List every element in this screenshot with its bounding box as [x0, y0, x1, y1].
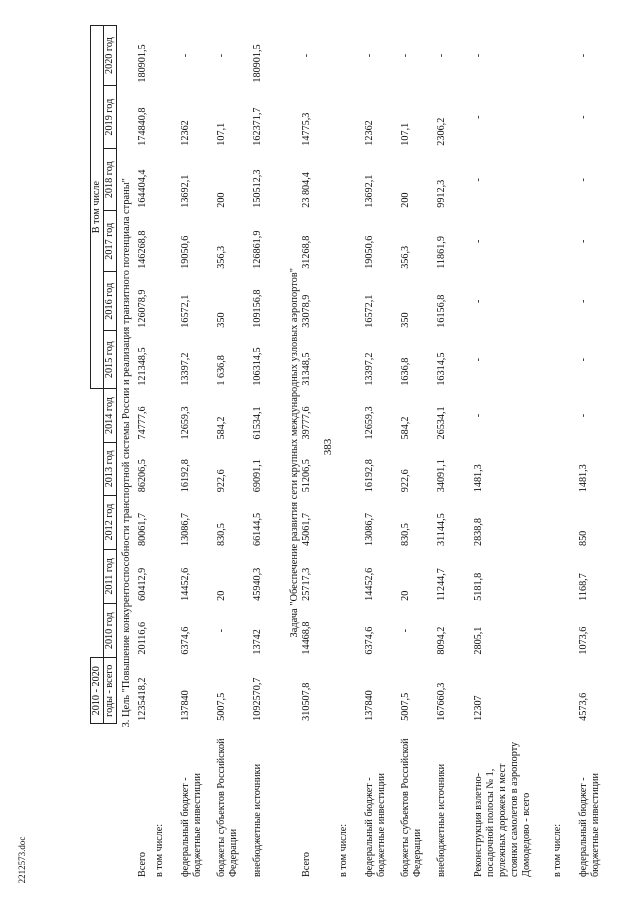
- goal-row: [121, 26, 133, 881]
- value-cell: 20: [216, 590, 227, 601]
- value-cell: [154, 26, 180, 86]
- table-row: [436, 26, 473, 881]
- value-cell: [338, 86, 364, 149]
- table-row: [216, 26, 252, 881]
- value-cell: -: [180, 53, 191, 58]
- value-cell: [552, 389, 578, 443]
- value-cell: [552, 604, 578, 658]
- value-cell: 1636,8: [400, 357, 411, 386]
- value-cell: 164404,4: [137, 169, 148, 208]
- value-cell: 20116,6: [137, 621, 148, 655]
- value-cell: [338, 331, 364, 389]
- value-cell: [552, 442, 578, 495]
- row-label: федеральный бюджет - бюджетные инвестиции: [180, 773, 203, 877]
- value-cell: 4573,6: [578, 692, 589, 721]
- value-cell: 14775,3: [301, 112, 312, 146]
- value-cell: 13742: [252, 629, 263, 655]
- value-cell: [154, 604, 180, 658]
- value-cell: 61534,1: [252, 406, 263, 440]
- value-cell: -: [578, 115, 589, 119]
- value-cell: 14452,6: [180, 567, 191, 601]
- value-cell: 51206,5: [301, 459, 312, 493]
- value-cell: 31348,5: [301, 352, 312, 386]
- doc-code: 2212573.doc: [17, 836, 27, 884]
- value-cell: 13086,7: [364, 512, 375, 547]
- value-cell: 5181,8: [473, 572, 484, 601]
- value-cell: 45061,7: [301, 512, 312, 547]
- value-cell: 16192,8: [364, 459, 375, 493]
- value-cell: 11861,9: [436, 236, 447, 269]
- year-header: 2020 год: [104, 26, 117, 86]
- value-cell: 12362: [364, 120, 375, 146]
- value-cell: -: [473, 239, 484, 243]
- value-cell: 584,2: [400, 416, 411, 440]
- value-cell: [338, 442, 364, 495]
- value-cell: 12362: [180, 120, 191, 146]
- row-label: Всего: [137, 852, 148, 877]
- value-cell: 16156,8: [436, 294, 447, 328]
- value-cell: 2805,1: [473, 626, 484, 655]
- value-cell: -: [578, 239, 589, 243]
- value-cell: 80061,7: [137, 512, 148, 547]
- task-row: [289, 26, 301, 881]
- value-cell: 16314,5: [436, 352, 447, 386]
- value-cell: 13692,1: [364, 174, 375, 208]
- value-cell: -: [578, 413, 589, 418]
- value-cell: 23 804,4: [301, 172, 312, 208]
- value-cell: 922,6: [400, 469, 411, 493]
- value-cell: -: [473, 299, 484, 303]
- table-row: [578, 26, 614, 881]
- row-label: в том числе:: [552, 823, 563, 877]
- value-cell: 200: [400, 192, 411, 208]
- row-label: федеральный бюджет - бюджетные инвестиции: [364, 773, 387, 877]
- value-cell: 6374,6: [364, 626, 375, 655]
- value-cell: 14452,6: [364, 567, 375, 601]
- value-cell: 137840: [180, 690, 191, 721]
- value-cell: 13397,2: [364, 352, 375, 386]
- value-cell: 356,3: [216, 245, 227, 269]
- value-cell: 26534,1: [436, 406, 447, 440]
- value-cell: 1481,3: [578, 464, 589, 493]
- value-cell: [338, 149, 364, 211]
- value-cell: 31144,5: [436, 513, 447, 547]
- row-label: внебюджетные источники: [252, 763, 263, 877]
- value-cell: 45940,3: [252, 567, 263, 601]
- value-cell: [338, 389, 364, 443]
- value-cell: 137840: [364, 690, 375, 721]
- value-cell: 14468,8: [301, 621, 312, 655]
- value-cell: 584,2: [216, 416, 227, 440]
- value-cell: [154, 331, 180, 389]
- value-cell: -: [216, 53, 227, 58]
- value-cell: -: [578, 299, 589, 303]
- value-cell: 60412,9: [137, 567, 148, 601]
- value-cell: [154, 658, 180, 724]
- value-cell: 2838,8: [473, 518, 484, 547]
- value-cell: [552, 495, 578, 549]
- value-cell: 16192,8: [180, 459, 191, 493]
- value-cell: [338, 658, 364, 724]
- value-cell: -: [473, 358, 484, 362]
- value-cell: 121348,5: [137, 347, 148, 386]
- value-cell: 200: [216, 192, 227, 208]
- value-cell: 146268,8: [137, 230, 148, 269]
- row-label: бюджеты субъектов Российской Федерации: [216, 738, 239, 877]
- value-cell: 16572,1: [180, 294, 191, 328]
- value-cell: -: [578, 53, 589, 58]
- value-cell: 16572,1: [364, 294, 375, 328]
- table-row: [364, 26, 400, 881]
- value-cell: 1235418,2: [137, 677, 148, 721]
- table-row: [473, 26, 552, 881]
- value-cell: 126861,9: [252, 230, 263, 269]
- value-cell: [552, 211, 578, 272]
- value-cell: [552, 331, 578, 389]
- table-row: [154, 26, 180, 881]
- value-cell: 12659,3: [180, 406, 191, 440]
- value-cell: [154, 495, 180, 549]
- total-header: годы - всего: [104, 658, 117, 724]
- table-row: [400, 26, 436, 881]
- value-cell: 1168,7: [578, 573, 589, 601]
- year-header: 2017 год: [104, 211, 117, 272]
- value-cell: [338, 211, 364, 272]
- value-cell: [552, 149, 578, 211]
- value-cell: 11244,7: [436, 568, 447, 601]
- value-cell: 107,1: [216, 122, 227, 146]
- table-row: [137, 26, 154, 881]
- value-cell: 5007,5: [400, 692, 411, 721]
- value-cell: -: [301, 53, 312, 58]
- value-cell: [154, 211, 180, 272]
- value-cell: -: [400, 629, 411, 633]
- value-cell: -: [473, 53, 484, 58]
- value-cell: 39777,6: [301, 406, 312, 440]
- value-cell: 13086,7: [180, 512, 191, 547]
- year-header: 2011 год: [104, 549, 117, 604]
- period-header: 2010 - 2020: [91, 658, 104, 724]
- rotated-page: [90, 25, 625, 880]
- value-cell: 19050,6: [364, 235, 375, 269]
- value-cell: 2306,2: [436, 117, 447, 146]
- value-cell: 66144,5: [252, 512, 263, 547]
- value-cell: [552, 549, 578, 604]
- value-cell: 180901,5: [137, 44, 148, 83]
- value-cell: 86206,5: [137, 459, 148, 493]
- row-label: в том числе:: [154, 823, 165, 877]
- table-row: [180, 26, 216, 881]
- value-cell: [552, 658, 578, 724]
- value-cell: [338, 549, 364, 604]
- value-cell: -: [473, 413, 484, 418]
- table-row: [338, 26, 364, 881]
- value-cell: 350: [400, 312, 411, 328]
- value-cell: 1073,6: [578, 626, 589, 655]
- value-cell: 167660,3: [436, 682, 447, 721]
- value-cell: 9912,3: [436, 179, 447, 208]
- value-cell: 162371,7: [252, 107, 263, 146]
- value-cell: 6374,6: [180, 626, 191, 655]
- value-cell: 830,5: [400, 523, 411, 547]
- value-cell: -: [216, 629, 227, 633]
- value-cell: 12307: [473, 695, 484, 721]
- value-cell: 33078,9: [301, 294, 312, 328]
- value-cell: [552, 272, 578, 331]
- goal-title: 3. Цель "Повышение конкурентоспособности транспортной системы России и реализация транзитного потенциала страны": [121, 178, 132, 728]
- value-cell: 356,3: [400, 245, 411, 269]
- year-header: 2018 год: [104, 149, 117, 211]
- row-label: бюджеты субъектов Российской Федерации: [400, 738, 423, 877]
- value-cell: 850: [578, 530, 589, 547]
- value-cell: 1481,3: [473, 464, 484, 493]
- value-cell: 106314,5: [252, 347, 263, 386]
- value-cell: 126078,9: [137, 289, 148, 328]
- header-row-1: [91, 26, 104, 881]
- value-cell: 174840,8: [137, 107, 148, 146]
- row-label: Всего: [301, 852, 312, 877]
- value-cell: [154, 86, 180, 149]
- value-cell: 13397,2: [180, 352, 191, 386]
- value-cell: 69091,1: [252, 459, 263, 493]
- year-header: 2019 год: [104, 86, 117, 149]
- goal-rows: [137, 26, 289, 881]
- value-cell: -: [578, 178, 589, 182]
- value-cell: 31268,8: [301, 235, 312, 269]
- task-title: Задача "Обеспечение развития сети крупных международных узловых аэропортов": [289, 268, 300, 638]
- table-row: [252, 26, 289, 881]
- value-cell: [154, 272, 180, 331]
- value-cell: [154, 389, 180, 443]
- value-cell: -: [473, 115, 484, 119]
- year-header: 2012 год: [104, 495, 117, 549]
- value-cell: -: [364, 53, 375, 58]
- year-header: 2013 год: [104, 442, 117, 495]
- year-header: 2014 год: [104, 389, 117, 443]
- table-row: [552, 26, 578, 881]
- value-cell: [552, 86, 578, 149]
- value-cell: 19050,6: [180, 235, 191, 269]
- table-row: [301, 26, 338, 881]
- row-label: внебюджетные источники: [436, 763, 447, 877]
- value-cell: 922,6: [216, 469, 227, 493]
- header-row-2: [104, 26, 117, 881]
- value-cell: 310507,8: [301, 682, 312, 721]
- value-cell: 180901,5: [252, 44, 263, 83]
- value-cell: 150512,3: [252, 169, 263, 208]
- value-cell: 13692,1: [180, 174, 191, 208]
- value-cell: 830,5: [216, 523, 227, 547]
- value-cell: [338, 272, 364, 331]
- page-number: 383: [322, 438, 334, 456]
- value-cell: -: [436, 53, 447, 58]
- value-cell: 350: [216, 312, 227, 328]
- value-cell: 20: [400, 590, 411, 601]
- value-cell: 34091,1: [436, 459, 447, 493]
- value-cell: 107,1: [400, 122, 411, 146]
- row-label: в том числе:: [338, 823, 349, 877]
- value-cell: [154, 442, 180, 495]
- value-cell: 1 636,8: [216, 355, 227, 386]
- value-cell: [338, 604, 364, 658]
- value-cell: [552, 26, 578, 86]
- value-cell: [338, 26, 364, 86]
- value-cell: -: [578, 358, 589, 362]
- value-cell: -: [473, 178, 484, 182]
- value-cell: [154, 149, 180, 211]
- year-header: 2016 год: [104, 272, 117, 331]
- value-cell: 1092570,7: [252, 677, 263, 721]
- year-header: 2010 год: [104, 604, 117, 658]
- value-cell: 109156,8: [252, 289, 263, 328]
- year-header: 2015 год: [104, 331, 117, 389]
- value-cell: 8094,2: [436, 626, 447, 655]
- value-cell: -: [400, 53, 411, 58]
- value-cell: 12659,3: [364, 406, 375, 440]
- value-cell: [154, 549, 180, 604]
- row-label: федеральный бюджет - бюджетные инвестиции: [578, 773, 601, 877]
- value-cell: 25717,3: [301, 567, 312, 601]
- incl-header: В том числе: [91, 26, 104, 389]
- budget-table: [90, 25, 614, 880]
- value-cell: 5007,5: [216, 692, 227, 721]
- row-label: Реконструкция взлетно-посадочной полосы № 1, рулежных дорожек и мест стоянки самолетов в аэропорту Домодедово - всего: [473, 741, 532, 877]
- value-cell: [338, 495, 364, 549]
- task-rows: [301, 26, 614, 881]
- value-cell: 74777,6: [137, 406, 148, 440]
